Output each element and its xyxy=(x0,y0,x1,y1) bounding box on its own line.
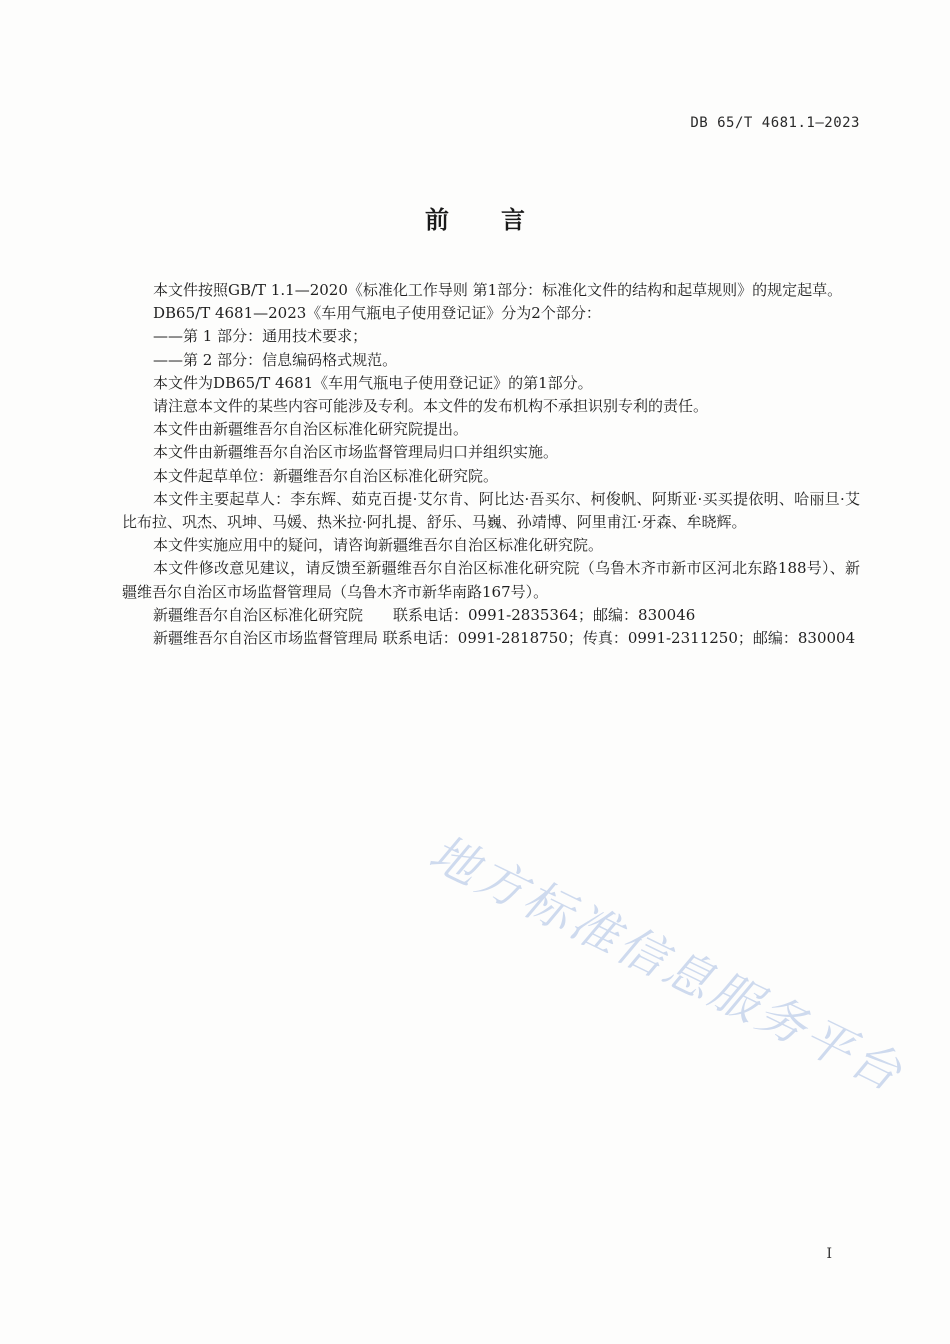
paragraph-drafting-unit: 本文件起草单位：新疆维吾尔自治区标准化研究院。 xyxy=(153,466,499,485)
paragraph-drafters: 本文件主要起草人：李东辉、茹克百提·艾尔肯、阿比达·吾买尔、柯俊帆、阿斯亚·买买提依明、哈丽旦·艾比布拉、巩杰、巩坤、马媛、热米拉·阿扎提、舒乐、马巍、孙靖博、阿里甫江·牙森、牟晓辉。 xyxy=(122,489,860,532)
section-heading: 前言 xyxy=(425,206,577,234)
paragraph-drafting-rules: 本文件按照GB/T 1.1—2020《标准化工作导则 第1部分：标准化文件的结构和起草规则》的规定起草。 xyxy=(153,281,843,299)
paragraph-proposed-by: 本文件由新疆维吾尔自治区标准化研究院提出。 xyxy=(153,420,469,439)
paragraph-feedback: 本文件修改意见建议，请反馈至新疆维吾尔自治区标准化研究院（乌鲁木齐市新市区河北东路188号）、新疆维吾尔自治区市场监督管理局（乌鲁木齐市新华南路167号）。 xyxy=(122,559,860,601)
paragraph-contact-institute: 新疆维吾尔自治区标准化研究院 联系电话：0991-2835364；邮编：830046 xyxy=(153,605,696,624)
paragraph-part-2: ——第 2 部分：信息编码格式规范。 xyxy=(153,350,398,369)
paragraph-parts-intro: DB65/T 4681—2023《车用气瓶电子使用登记证》分为2个部分： xyxy=(153,304,601,323)
watermark: 地方标准信息服务平台 xyxy=(420,824,913,1104)
paragraph-contact-bureau: 新疆维吾尔自治区市场监督管理局 联系电话：0991-2818750；传真：0991-2311250；邮编：830004 xyxy=(153,629,856,648)
foreword-body xyxy=(122,279,860,650)
paragraph-patent-notice: 请注意本文件的某些内容可能涉及专利。本文件的发布机构不承担识别专利的责任。 xyxy=(153,397,709,416)
paragraph-this-part: 本文件为DB65/T 4681《车用气瓶电子使用登记证》的第1部分。 xyxy=(153,373,593,392)
paragraph-administered-by: 本文件由新疆维吾尔自治区市场监督管理局归口并组织实施。 xyxy=(153,443,559,462)
paragraph-inquiries: 本文件实施应用中的疑问，请咨询新疆维吾尔自治区标准化研究院。 xyxy=(153,536,604,555)
page-number: I xyxy=(826,1246,832,1262)
document-code: DB 65/T 4681.1—2023 xyxy=(690,115,860,131)
paragraph-part-1: ——第 1 部分：通用技术要求； xyxy=(153,327,368,346)
